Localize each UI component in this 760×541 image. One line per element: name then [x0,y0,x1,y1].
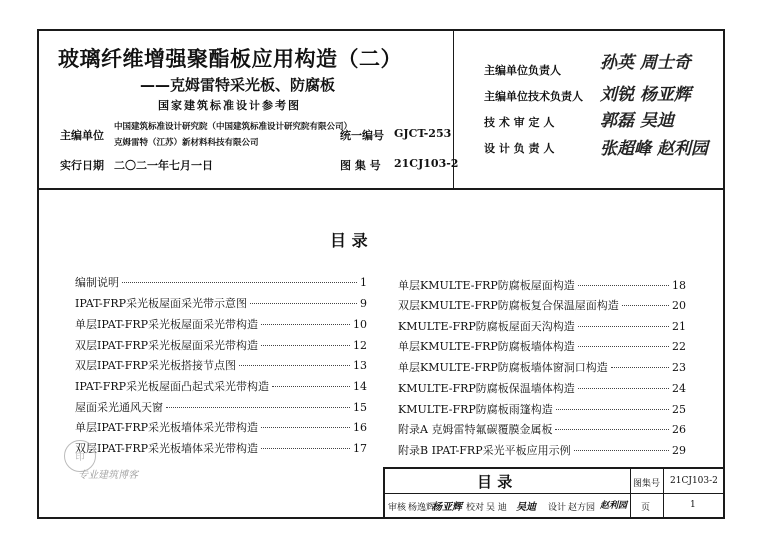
responsible-role: 技 术 审 定 人 [484,116,555,129]
toc-item[interactable] [398,277,686,293]
toc-leader [166,407,350,408]
toc-item[interactable] [398,318,686,334]
toc-item-title: 屋面采光通风天窗 [75,401,163,414]
toc-item-title: KMULTE-FRP防腐板雨篷构造 [398,403,553,416]
toc-item-page: 25 [672,403,686,416]
responsible-role: 设 计 负 责 人 [484,142,555,155]
code-value: GJCT-253 [394,127,452,140]
toc-leader [261,324,350,325]
toc-leader [556,409,669,410]
toc-item[interactable] [75,316,367,332]
toc-leader [578,285,669,286]
responsible-signature: 刘锐 杨亚辉 [600,85,691,105]
check-signature: 吴迪 [516,502,536,513]
responsible-role: 主编单位负责人 [484,64,561,77]
atlas-label: 图 集 号 [340,159,381,172]
responsible-signature: 郭磊 吴迪 [600,111,674,131]
toc-item[interactable] [398,380,686,396]
toc-item[interactable] [398,442,686,458]
title-block-name: 目 录 [477,473,513,491]
check-name: 吴 迪 [486,503,507,513]
toc-item-page: 22 [672,340,686,353]
responsible-signature: 张超峰 赵利园 [600,139,708,159]
toc-item[interactable] [75,337,367,353]
toc-item-page: 21 [672,320,686,333]
toc-leader [578,346,669,347]
responsible-signature: 孙英 周士奇 [600,53,691,73]
check-label: 校对 [466,503,485,513]
toc-item-page: 26 [672,423,686,436]
toc-leader [261,427,350,428]
title-block-col-divider [663,467,664,519]
series-label: 国家建筑标准设计参考图 [158,99,301,112]
page-value: 1 [690,500,696,510]
atlas-value: 21CJ103-2 [394,157,459,170]
toc-item-page: 16 [353,421,367,434]
toc-item-page: 1 [360,276,367,289]
design-signature: 赵利园 [600,501,628,511]
toc-leader [622,305,669,306]
toc-item-title: KMULTE-FRP防腐板保温墙体构造 [398,382,575,395]
toc-item[interactable] [398,338,686,354]
org-line-2: 克姆雷特（江苏）新材料科技有限公司 [114,138,259,148]
toc-item-title: 单层IPAT-FRP采光板墙体采光带构造 [75,421,259,434]
document-subtitle: ——克姆雷特采光板、防腐板 [140,76,336,94]
toc-leader [555,429,669,430]
toc-item-page: 29 [672,444,686,457]
toc-item[interactable] [75,440,367,456]
responsible-role: 主编单位技术负责人 [484,90,583,103]
toc-item-page: 10 [353,318,367,331]
toc-item-page: 14 [353,380,367,393]
toc-item-page: 24 [672,382,686,395]
toc-leader [122,282,357,283]
page-label: 页 [641,503,651,513]
toc-item-page: 18 [672,279,686,292]
toc-item-page: 15 [353,401,367,414]
toc-item[interactable] [75,295,367,311]
toc-item[interactable] [398,401,686,417]
toc-leader [578,326,669,327]
toc-item[interactable] [398,297,686,313]
toc-item-title: IPAT-FRP采光板屋面凸起式采光带构造 [75,380,270,393]
toc-item-page: 12 [353,339,367,352]
toc-item-title: 双层KMULTE-FRP防腐板复合保温屋面构造 [398,299,619,312]
toc-leader [250,303,357,304]
toc-item-title: 双层IPAT-FRP采光板屋面采光带构造 [75,339,259,352]
review-signature: 杨亚辉 [432,502,462,513]
toc-leader [578,388,669,389]
document-title: 玻璃纤维增强聚酯板应用构造（二） [58,47,402,71]
org-label: 主编单位 [60,129,104,142]
toc-item[interactable] [398,421,686,437]
watermark-stamp: 印 [64,440,96,472]
toc-item-page: 9 [360,297,367,310]
toc-item-title: IPAT-FRP采光板屋面采光带示意图 [75,297,248,310]
date-label: 实行日期 [60,159,104,172]
toc-item-title: 单层IPAT-FRP采光板屋面采光带构造 [75,318,259,331]
toc-leader [261,345,350,346]
toc-item-title: 附录B IPAT-FRP采光平板应用示例 [398,444,571,457]
toc-leader [574,450,669,451]
toc-item[interactable] [75,357,367,373]
toc-item-page: 17 [353,442,367,455]
review-name: 杨逸辉 [408,503,436,513]
toc-item-title: 双层IPAT-FRP采光板墙体采光带构造 [75,442,259,455]
toc-leader [611,367,669,368]
toc-leader [261,448,350,449]
toc-item-title: 编制说明 [75,276,119,289]
toc-leader [239,365,350,366]
header-divider [37,188,725,190]
toc-leader [272,386,350,387]
title-block-col-divider [630,467,631,519]
toc-item-title: 附录A 克姆雷特氟碳覆膜金属板 [398,423,553,436]
toc-item-title: 单层KMULTE-FRP防腐板墙体构造 [398,340,575,353]
date-value: 二〇二一年七月一日 [114,159,213,172]
toc-item[interactable] [75,274,367,290]
toc-item[interactable] [398,359,686,375]
title-block-atlas-value: 21CJ103-2 [670,476,718,486]
toc-item-page: 20 [672,299,686,312]
toc-item[interactable] [75,378,367,394]
toc-item-title: 单层KMULTE-FRP防腐板屋面构造 [398,279,575,292]
watermark-text: 专业建筑博客 [78,470,138,481]
toc-item-title: KMULTE-FRP防腐板屋面天沟构造 [398,320,575,333]
design-name: 赵方园 [568,503,596,513]
title-block-row-divider [383,493,725,494]
org-line-1: 中国建筑标准设计研究院（中国建筑标准设计研究院有限公司） [114,122,353,132]
title-block-atlas-label: 图集号 [633,479,661,489]
toc-item-page: 23 [672,361,686,374]
review-label: 审核 [388,503,407,513]
code-label: 统一编号 [340,129,384,142]
toc-item-title: 双层IPAT-FRP采光板搭接节点图 [75,359,237,372]
toc-item-page: 13 [353,359,367,372]
toc-heading: 目 录 [330,231,368,250]
toc-item[interactable] [75,399,367,415]
design-label: 设计 [548,503,567,513]
toc-item-title: 单层KMULTE-FRP防腐板墙体窗洞口构造 [398,361,608,374]
toc-item[interactable] [75,419,367,435]
